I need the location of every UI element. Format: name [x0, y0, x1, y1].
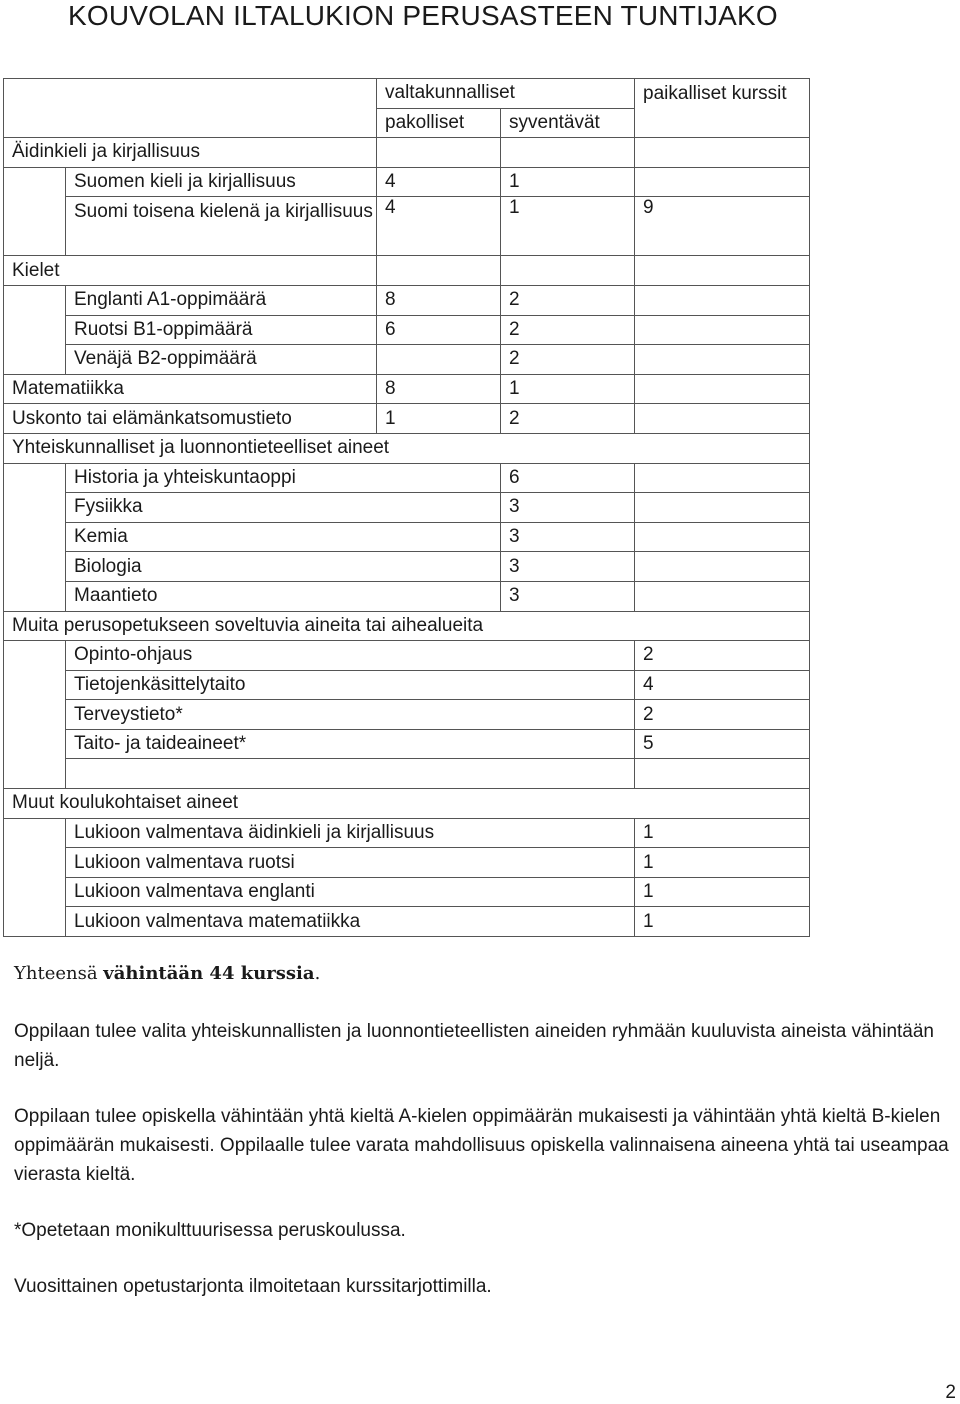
cell-value: 5 — [635, 729, 810, 759]
subject-name: Maantieto — [66, 581, 501, 611]
group-social-natural: Yhteiskunnalliset ja luonnontieteelliset aineet — [4, 433, 810, 463]
cell-value: 3 — [501, 581, 635, 611]
cell-value: 4 — [377, 167, 501, 197]
cell-value: 1 — [635, 818, 810, 848]
empty-cell — [635, 552, 810, 582]
indent-cell — [4, 552, 66, 582]
cell-value — [635, 285, 810, 315]
cell-value: 3 — [501, 522, 635, 552]
table-row — [4, 670, 810, 700]
indent-cell — [4, 729, 66, 759]
cell-value — [635, 315, 810, 345]
group-row — [4, 611, 810, 641]
cell-value: 2 — [501, 345, 635, 375]
table-row — [4, 641, 810, 671]
group-row — [4, 256, 810, 286]
cell-value — [635, 345, 810, 375]
group-other-basic: Muita perusopetukseen soveltuvia aineita tai aihealueita — [4, 611, 810, 641]
subject-name: Suomi toisena kielenä ja kirjallisuus — [66, 197, 377, 256]
cell-value: 4 — [377, 197, 501, 256]
subject-name: Kemia — [66, 522, 501, 552]
indent-cell — [4, 285, 66, 315]
indent-cell — [4, 641, 66, 671]
indent-cell — [4, 345, 66, 375]
header-national: valtakunnalliset — [377, 79, 635, 109]
cell-value: 6 — [501, 463, 635, 493]
indent-cell — [4, 493, 66, 523]
header-blank-cell — [4, 79, 377, 138]
indent-cell — [4, 581, 66, 611]
cell-value: 2 — [501, 404, 635, 434]
indent-cell — [4, 522, 66, 552]
header-row-1 — [4, 79, 810, 109]
header-local: paikalliset kurssit — [635, 79, 810, 138]
table-row — [4, 729, 810, 759]
subject-name: Lukioon valmentava äidinkieli ja kirjallisuus — [66, 818, 635, 848]
indent-cell — [4, 463, 66, 493]
group-row — [4, 404, 810, 434]
subject-name: Suomen kieli ja kirjallisuus — [66, 167, 377, 197]
cell-value: 1 — [501, 167, 635, 197]
page-number: 2 — [945, 1382, 956, 1403]
group-math: Matematiikka — [4, 374, 377, 404]
table-row — [4, 907, 810, 937]
table-row — [4, 818, 810, 848]
social-natural-rows — [4, 463, 810, 611]
subject-name: Lukioon valmentava englanti — [66, 877, 635, 907]
cell-value: 2 — [501, 285, 635, 315]
cell-value: 8 — [377, 285, 501, 315]
total-courses-note: Yhteensä vähintään 44 kurssia. — [14, 963, 321, 984]
table-row — [4, 493, 810, 523]
table-row — [4, 552, 810, 582]
group-row — [4, 374, 810, 404]
cell-value: 1 — [377, 404, 501, 434]
empty-cell — [635, 581, 810, 611]
group-mother-tongue: Äidinkieli ja kirjallisuus — [4, 138, 377, 168]
cell-value: 2 — [635, 700, 810, 730]
language-rows — [4, 285, 810, 374]
subject-name: Lukioon valmentava matematiikka — [66, 907, 635, 937]
empty-cell — [635, 522, 810, 552]
group-row — [4, 138, 810, 168]
table-row — [4, 463, 810, 493]
table-row — [4, 167, 810, 197]
table-row — [4, 315, 810, 345]
group-languages: Kielet — [4, 256, 377, 286]
subject-name: Taito- ja taideaineet* — [66, 729, 635, 759]
cell-value: 3 — [501, 552, 635, 582]
subject-name: Historia ja yhteiskuntaoppi — [66, 463, 501, 493]
cell-value — [635, 167, 810, 197]
other-basic-rows — [4, 641, 810, 759]
group-school-specific: Muut koulukohtaiset aineet — [4, 789, 810, 819]
table-row — [4, 877, 810, 907]
mother-tongue-rows — [4, 167, 810, 256]
table-row — [4, 848, 810, 878]
cell-value: 1 — [501, 374, 635, 404]
page-title: KOUVOLAN ILTALUKION PERUSASTEEN TUNTIJAKO — [68, 0, 778, 31]
indent-cell — [4, 197, 66, 256]
subject-name: Ruotsi B1-oppimäärä — [66, 315, 377, 345]
cell-value: 1 — [635, 877, 810, 907]
indent-cell — [4, 670, 66, 700]
empty-row — [4, 759, 810, 789]
subject-name: Opinto-ohjaus — [66, 641, 635, 671]
table-row — [4, 345, 810, 375]
table-row — [4, 522, 810, 552]
subject-name: Tietojenkäsittelytaito — [66, 670, 635, 700]
cell-value: 1 — [635, 907, 810, 937]
empty-cell — [635, 463, 810, 493]
indent-cell — [4, 877, 66, 907]
table-row — [4, 700, 810, 730]
cell-value: 6 — [377, 315, 501, 345]
indent-cell — [4, 818, 66, 848]
header-mandatory: pakolliset — [377, 108, 501, 138]
empty-cell — [635, 493, 810, 523]
cell-value: 4 — [635, 670, 810, 700]
subject-name: Englanti A1-oppimäärä — [66, 285, 377, 315]
table-row — [4, 197, 810, 256]
note-annual-offering: Vuosittainen opetustarjonta ilmoitetaan kurssitarjottimilla. — [14, 1276, 492, 1297]
subject-name: Lukioon valmentava ruotsi — [66, 848, 635, 878]
cell-value: 9 — [635, 197, 810, 256]
cell-value: 2 — [501, 315, 635, 345]
header-advanced: syventävät — [501, 108, 635, 138]
indent-cell — [4, 167, 66, 197]
group-religion: Uskonto tai elämänkatsomustieto — [4, 404, 377, 434]
indent-cell — [4, 315, 66, 345]
subject-name: Terveystieto* — [66, 700, 635, 730]
table-row — [4, 285, 810, 315]
subject-name: Fysiikka — [66, 493, 501, 523]
cell-value — [377, 345, 501, 375]
school-specific-rows — [4, 818, 810, 936]
subject-name: Biologia — [66, 552, 501, 582]
cell-value: 2 — [635, 641, 810, 671]
curriculum-table — [3, 78, 810, 937]
cell-value: 8 — [377, 374, 501, 404]
group-row — [4, 433, 810, 463]
cell-value: 1 — [501, 197, 635, 256]
indent-cell — [4, 700, 66, 730]
indent-cell — [4, 907, 66, 937]
cell-value: 3 — [501, 493, 635, 523]
note-footnote: *Opetetaan monikulttuurisessa peruskoulussa. — [14, 1220, 406, 1241]
note-languages: Oppilaan tulee opiskella vähintään yhtä kieltä A-kielen oppimäärän mukaisesti ja vähintään yhtä kieltä B-kielen oppimäärän mukaisesti. Oppilaalle tulee varata mahdollisuus opiskella valinnaisena aineena yhtä tai useampaa vierasta kieltä. — [14, 1106, 949, 1185]
table-row — [4, 581, 810, 611]
group-row — [4, 789, 810, 819]
indent-cell — [4, 848, 66, 878]
subject-name: Venäjä B2-oppimäärä — [66, 345, 377, 375]
cell-value: 1 — [635, 848, 810, 878]
note-social-natural: Oppilaan tulee valita yhteiskunnallisten ja luonnontieteellisten aineiden ryhmään kuuluvista aineista vähintään neljä. — [14, 1021, 934, 1071]
